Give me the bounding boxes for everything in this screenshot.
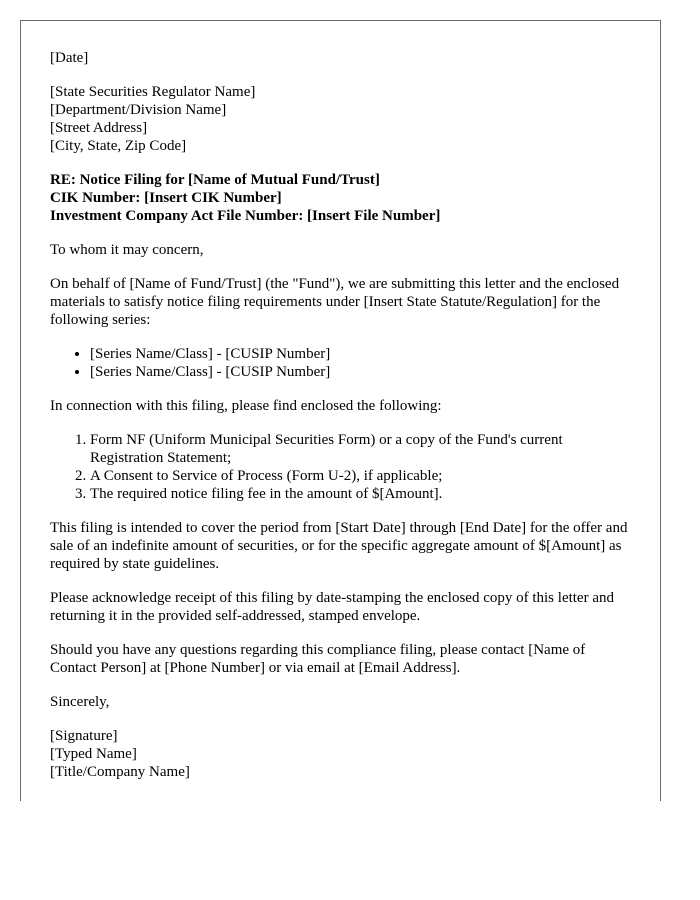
series-list [50,345,635,381]
list-item: 1. Form NF (Uniform Municipal Securities Form) or a copy of the Fund's current Registration Statement; [90,431,635,467]
recipient-regulator-name: [State Securities Regulator Name] [50,84,256,100]
subject-block [50,171,635,225]
letter-page [20,20,661,801]
coverage-paragraph: This filing is intended to cover the period from [Start Date] through [End Date] for the offer and sale of an indefinite amount of securities, or for the specific aggregate amount of $[Amount] as required by state guidelines. [50,520,628,572]
signature-block [50,727,635,781]
acknowledge-paragraph: Please acknowledge receipt of this filing by date-stamping the enclosed copy of this letter and returning it in the provided self-addressed, stamped envelope. [50,590,614,624]
subject-cik: CIK Number: [Insert CIK Number] [50,190,282,206]
salutation: To whom it may concern, [50,242,204,258]
typed-name: [Typed Name] [50,746,137,762]
list-item: • [Series Name/Class] - [CUSIP Number] [90,363,635,381]
subject-re: RE: Notice Filing for [Name of Mutual Fund/Trust] [50,172,380,188]
list-item: • [Series Name/Class] - [CUSIP Number] [90,345,635,363]
signature: [Signature] [50,728,118,744]
recipient-city-state-zip: [City, State, Zip Code] [50,138,187,154]
intro-paragraph: On behalf of [Name of Fund/Trust] (the "Fund"), we are submitting this letter and the enclosed materials to satisfy notice filing requirements under [Insert State Statute/Regulation] for the following series: [50,276,620,328]
letter-body [50,49,635,797]
recipient-address [50,83,635,155]
enclosures-intro: In connection with this filing, please find enclosed the following: [50,398,442,414]
list-item: 2. A Consent to Service of Process (Form U-2), if applicable; [90,467,635,485]
recipient-street: [Street Address] [50,120,148,136]
enclosures-list [50,431,635,503]
title-company: [Title/Company Name] [50,764,190,780]
list-item: 3. The required notice filing fee in the amount of $[Amount]. [90,485,635,503]
closing: Sincerely, [50,694,110,710]
recipient-department: [Department/Division Name] [50,102,227,118]
contact-paragraph: Should you have any questions regarding this compliance filing, please contact [Name of Contact Person] at [Phone Number] or via email at [Email Address]. [50,642,586,676]
subject-file-number: Investment Company Act File Number: [Insert File Number] [50,208,441,224]
letter-date: [Date] [50,50,89,66]
